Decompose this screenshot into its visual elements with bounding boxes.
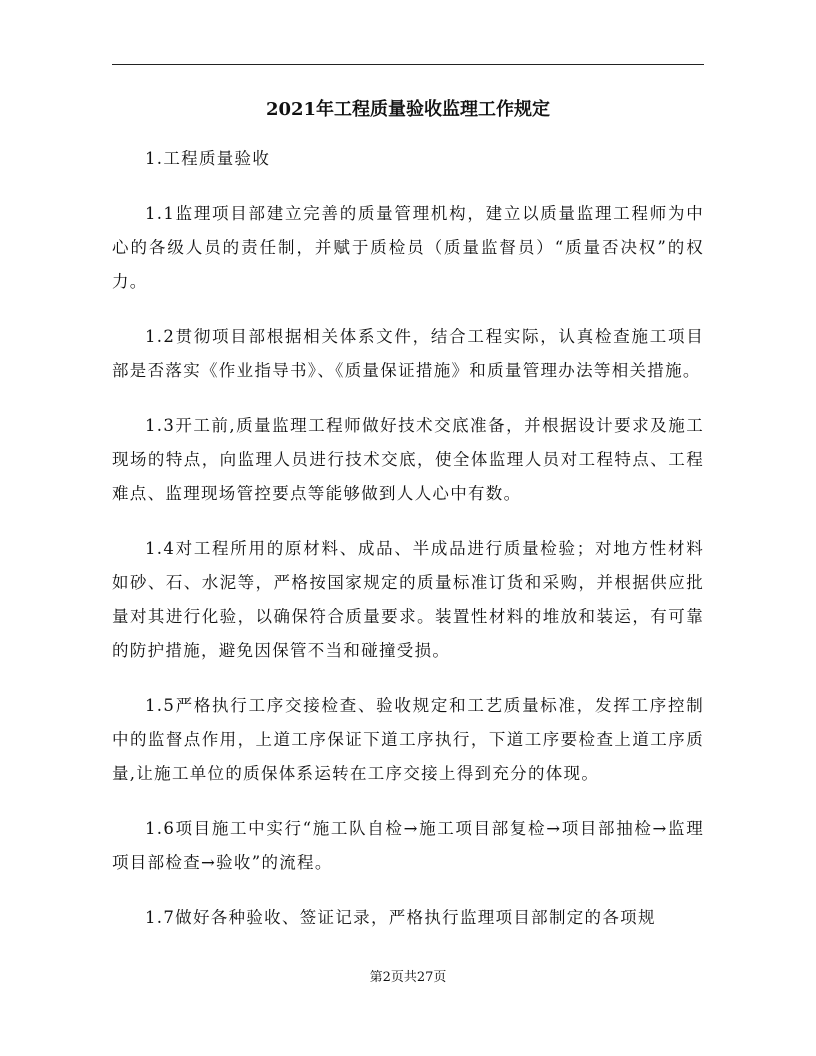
paragraph-1-7: 1.7做好各种验收、签证记录，严格执行监理项目部制定的各项规 [145, 908, 656, 927]
document-body [112, 142, 704, 956]
paragraph-1-2: 1.2贯彻项目部根据相关体系文件，结合工程实际，认真检查施工项目部是否落实《作业指导书》、《质量保证措施》和质量管理办法等相关措施。 [112, 327, 704, 380]
paragraph-1-5: 1.5严格执行工序交接检查、验收规定和工艺质量标准，发挥工序控制中的监督点作用，上道工序保证下道工序执行，下道工序要检查上道工序质量,让施工单位的质保体系运转在工序交接上得到充分的体现。 [112, 696, 704, 783]
page-number: 第2页共27页 [369, 970, 447, 985]
document-title: 2021年工程质量验收监理工作规定 [265, 99, 551, 120]
header-rule [112, 64, 704, 65]
paragraph-1-6: 1.6项目施工中实行“施工队自检→施工项目部复检→项目部抽检→监理项目部检查→验收”的流程。 [112, 819, 704, 872]
paragraph-1-1: 1.1监理项目部建立完善的质量管理机构，建立以质量监理工程师为中心的各级人员的责任制，并赋于质检员（质量监督员）“质量否决权”的权力。 [112, 204, 704, 291]
paragraph-1-4: 1.4对工程所用的原材料、成品、半成品进行质量检验；对地方性材料如砂、石、水泥等，严格按国家规定的质量标准订货和采购，并根据供应批量对其进行化验，以确保符合质量要求。装置性材料的堆放和装运，有可靠的防护措施，避免因保管不当和碰撞受损。 [112, 539, 704, 660]
paragraph-1-3: 1.3开工前,质量监理工程师做好技术交底准备，并根据设计要求及施工现场的特点，向监理人员进行技术交底，使全体监理人员对工程特点、工程难点、监理现场管控要点等能够做到人人心中有数。 [112, 416, 704, 503]
section-heading: 1.工程质量验收 [145, 149, 271, 168]
